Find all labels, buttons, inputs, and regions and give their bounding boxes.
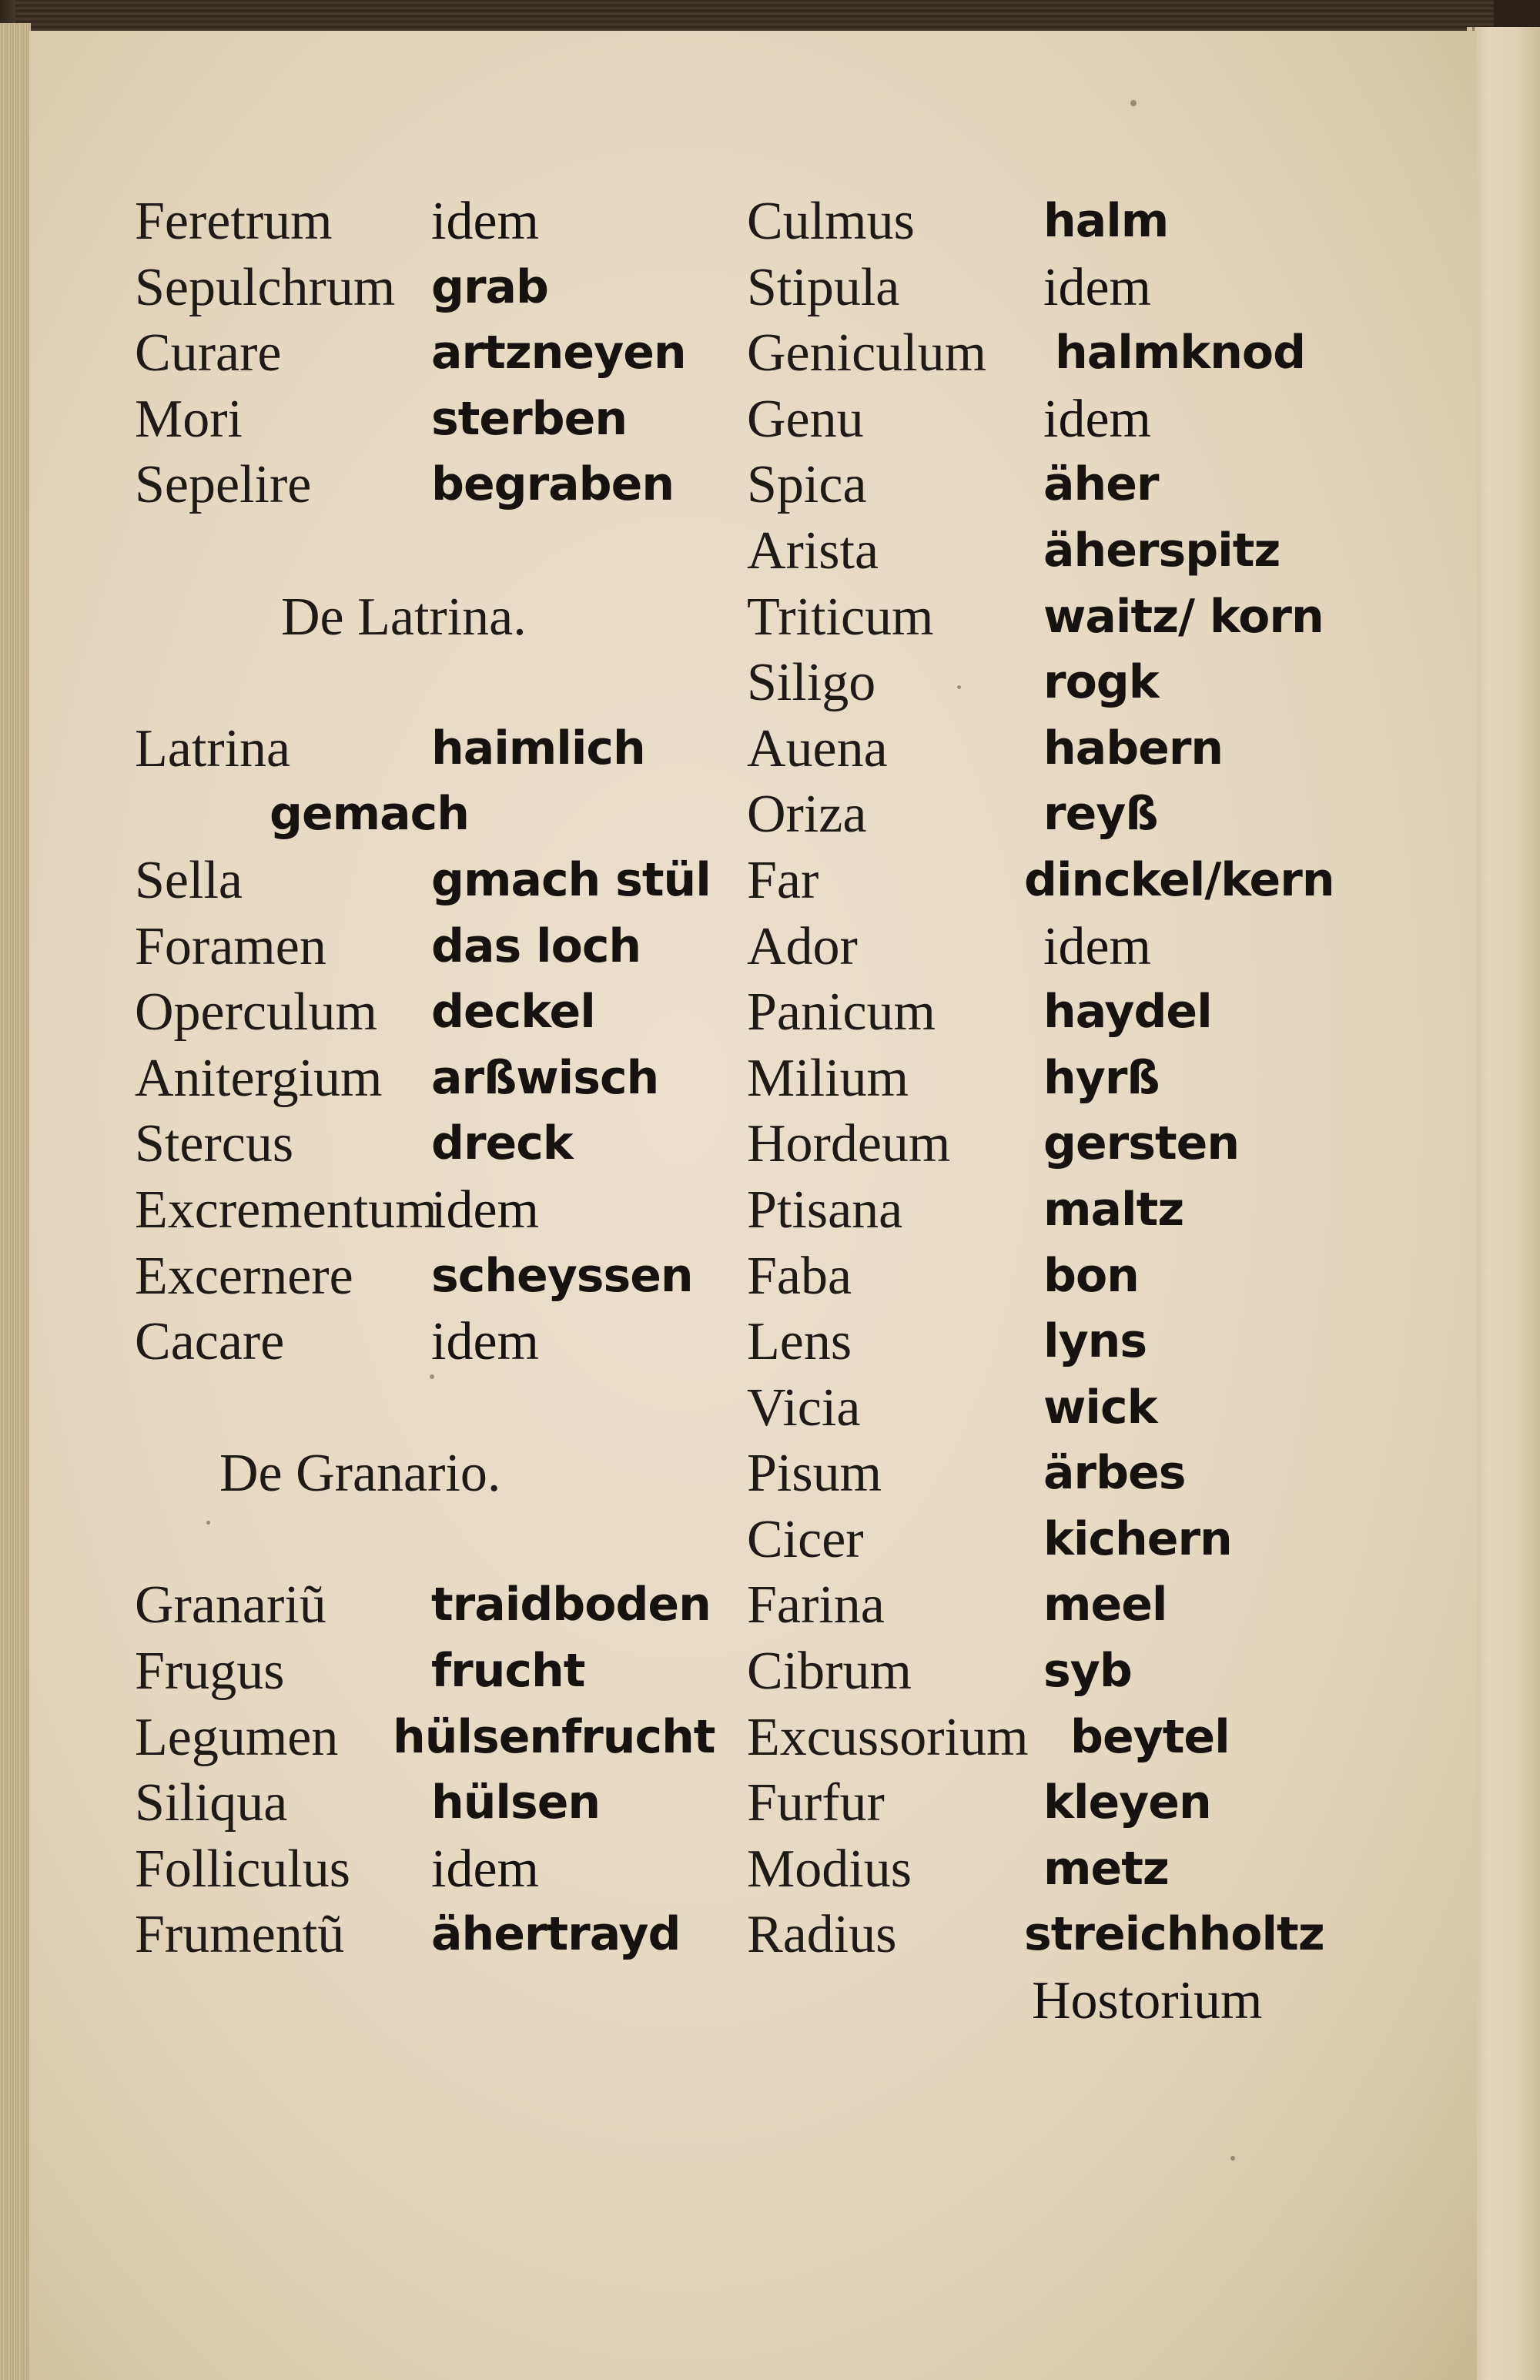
entry-row — [135, 320, 797, 387]
entry-row — [135, 1244, 797, 1310]
latin-term: Excernere — [135, 1246, 353, 1306]
entry-row — [747, 1902, 1409, 1968]
german-term: kichern — [1043, 1511, 1232, 1566]
entry-row — [747, 848, 1409, 914]
latin-term: Stercus — [135, 1114, 294, 1174]
german-term: idem — [1043, 257, 1151, 317]
latin-term: Sepulchrum — [135, 257, 396, 317]
facing-page-edge — [1467, 27, 1540, 2380]
latin-term: Pisum — [747, 1444, 882, 1504]
latin-term: Culmus — [747, 192, 915, 251]
entry-row — [747, 518, 1409, 584]
entry-row — [747, 189, 1409, 255]
heading-granario: De Granario. — [219, 1444, 501, 1504]
german-term: habern — [1043, 721, 1224, 775]
latin-term: Ptisana — [747, 1180, 903, 1240]
latin-term: Panicum — [747, 982, 936, 1043]
entry-row — [747, 584, 1409, 651]
entry-row — [747, 452, 1409, 518]
german-term: dreck — [431, 1116, 573, 1171]
german-term: idem — [431, 1312, 539, 1372]
german-term: syb — [1043, 1644, 1132, 1699]
entry-row — [135, 914, 797, 980]
section-heading — [135, 1441, 797, 1507]
latin-term: Latrina — [135, 718, 291, 778]
latin-term: Arista — [747, 521, 879, 581]
german-term: haydel — [1043, 985, 1212, 1039]
latin-term: Furfur — [747, 1773, 885, 1833]
entry-row — [747, 1441, 1409, 1507]
german-term: begraben — [431, 457, 675, 512]
latin-term: Vicia — [747, 1377, 861, 1438]
latin-term: Mori — [135, 389, 243, 449]
german-term: ärbes — [1043, 1446, 1186, 1501]
german-term: metz — [1043, 1841, 1169, 1896]
german-term: rogk — [1043, 655, 1159, 710]
entry-row — [747, 320, 1409, 387]
german-term: idem — [1043, 389, 1151, 449]
latin-term: Legumen — [135, 1707, 339, 1767]
page-stack-left-edge — [0, 23, 31, 2380]
latin-term: Far — [747, 850, 819, 910]
entry-row — [135, 189, 797, 255]
german-term: maltz — [1043, 1182, 1184, 1237]
entry-row — [135, 1705, 797, 1771]
german-term: das loch — [431, 919, 641, 973]
german-term: gmach stül — [431, 852, 711, 907]
entry-row — [747, 1770, 1409, 1836]
entry-row — [135, 1836, 797, 1903]
catchword-row — [747, 1968, 1409, 2034]
german-term: äherspitz — [1043, 523, 1281, 577]
german-term: wick — [1043, 1380, 1157, 1434]
german-term: äher — [1043, 457, 1159, 512]
entry-row — [747, 1572, 1409, 1639]
german-term: dinckel/kern — [1024, 852, 1334, 907]
latin-term: Faba — [747, 1246, 852, 1306]
latin-term: Ador — [747, 916, 858, 976]
latin-term: Modius — [747, 1839, 912, 1899]
entry-row — [747, 1177, 1409, 1244]
entry-row — [747, 255, 1409, 321]
latin-term: Curare — [135, 323, 282, 383]
german-term: beytel — [1070, 1709, 1230, 1764]
entry-row — [135, 848, 797, 914]
left-column — [135, 189, 797, 1968]
latin-term: Granariũ — [135, 1575, 326, 1635]
entry-row — [747, 1836, 1409, 1903]
german-term: hülsen — [431, 1776, 601, 1830]
latin-term: Cacare — [135, 1312, 285, 1372]
german-term: haimlich — [431, 721, 645, 775]
entry-row — [747, 979, 1409, 1046]
entry-row — [747, 914, 1409, 980]
entry-row — [135, 1572, 797, 1639]
latin-term: Sepelire — [135, 455, 312, 515]
german-term: grab — [431, 259, 548, 314]
entry-row — [135, 1902, 797, 1968]
german-term: scheyssen — [431, 1248, 693, 1303]
entry-continuation — [135, 782, 797, 848]
entry-row — [135, 716, 797, 782]
entry-row — [747, 1046, 1409, 1112]
german-term: sterben — [431, 391, 628, 446]
latin-term: Excrementum — [135, 1180, 437, 1240]
german-term: meel — [1043, 1578, 1167, 1632]
german-term: idem — [431, 1839, 539, 1899]
entry-row — [135, 1177, 797, 1244]
entry-row — [747, 650, 1409, 716]
latin-term: Cicer — [747, 1509, 864, 1569]
latin-term: Siliqua — [135, 1773, 288, 1833]
entry-row — [135, 452, 797, 518]
german-term: ähertrayd — [431, 1907, 681, 1962]
latin-term: Frugus — [135, 1642, 285, 1702]
latin-term: Spica — [747, 455, 867, 515]
catchword: Hostorium — [1032, 1971, 1263, 2031]
latin-term: Triticum — [747, 587, 934, 647]
latin-term: Cibrum — [747, 1642, 912, 1702]
german-term: idem — [1043, 916, 1151, 976]
entry-row — [747, 1111, 1409, 1177]
entry-row — [135, 1111, 797, 1177]
latin-term: Stipula — [747, 257, 900, 317]
latin-term: Geniculum — [747, 323, 987, 383]
latin-term: Lens — [747, 1312, 852, 1372]
heading-latrina: De Latrina. — [281, 587, 527, 647]
entry-row — [747, 782, 1409, 848]
entry-row — [747, 387, 1409, 453]
latin-term: Genu — [747, 389, 864, 449]
latin-term: Sella — [135, 850, 243, 910]
entry-row — [747, 1705, 1409, 1771]
latin-term: Excussorium — [747, 1707, 1029, 1767]
page-stack-top-edge — [15, 0, 1494, 35]
right-column — [747, 189, 1409, 2034]
german-term: arßwisch — [431, 1050, 659, 1105]
latin-term: Folliculus — [135, 1839, 351, 1899]
latin-term: Frumentũ — [135, 1905, 345, 1965]
german-term: hyrß — [1043, 1050, 1160, 1105]
german-term: traidboden — [431, 1578, 711, 1632]
entry-row — [747, 1639, 1409, 1705]
german-term: kleyen — [1043, 1776, 1211, 1830]
entry-row — [135, 387, 797, 453]
german-term: artzneyen — [431, 326, 686, 380]
entry-row — [747, 1309, 1409, 1375]
entry-row — [135, 1639, 797, 1705]
entry-row — [135, 255, 797, 321]
entry-row — [135, 1046, 797, 1112]
latin-term: Oriza — [747, 785, 867, 845]
latin-term: Operculum — [135, 982, 377, 1043]
latin-term: Anitergium — [135, 1048, 383, 1108]
latin-term: Foramen — [135, 916, 326, 976]
german-term: idem — [431, 1180, 539, 1240]
german-term: streichholtz — [1024, 1907, 1324, 1962]
entry-row — [135, 979, 797, 1046]
latin-term: Farina — [747, 1575, 885, 1635]
latin-term: Siligo — [747, 653, 876, 713]
german-term: waitz/ korn — [1043, 589, 1324, 644]
german-term: deckel — [431, 985, 595, 1039]
latin-term: Radius — [747, 1905, 897, 1965]
german-term: frucht — [431, 1644, 585, 1699]
german-term: gersten — [1043, 1116, 1240, 1171]
latin-term: Auena — [747, 718, 888, 778]
german-term: halmknod — [1055, 326, 1306, 380]
entry-row — [747, 1507, 1409, 1573]
german-term: idem — [431, 192, 539, 251]
german-term: reyß — [1043, 787, 1158, 842]
latin-term: Hordeum — [747, 1114, 951, 1174]
latin-term: Feretrum — [135, 192, 333, 251]
entry-row — [747, 1244, 1409, 1310]
german-term: halm — [1043, 194, 1169, 248]
entry-row — [747, 716, 1409, 782]
entry-row — [135, 1309, 797, 1375]
latin-term: Milium — [747, 1048, 909, 1108]
german-term-continuation: gemach — [270, 787, 469, 842]
entry-row — [135, 1770, 797, 1836]
entry-row — [747, 1375, 1409, 1441]
german-term: bon — [1043, 1248, 1139, 1303]
german-term: hülsenfrucht — [393, 1709, 715, 1764]
section-heading — [135, 584, 797, 651]
german-term: lyns — [1043, 1314, 1147, 1369]
